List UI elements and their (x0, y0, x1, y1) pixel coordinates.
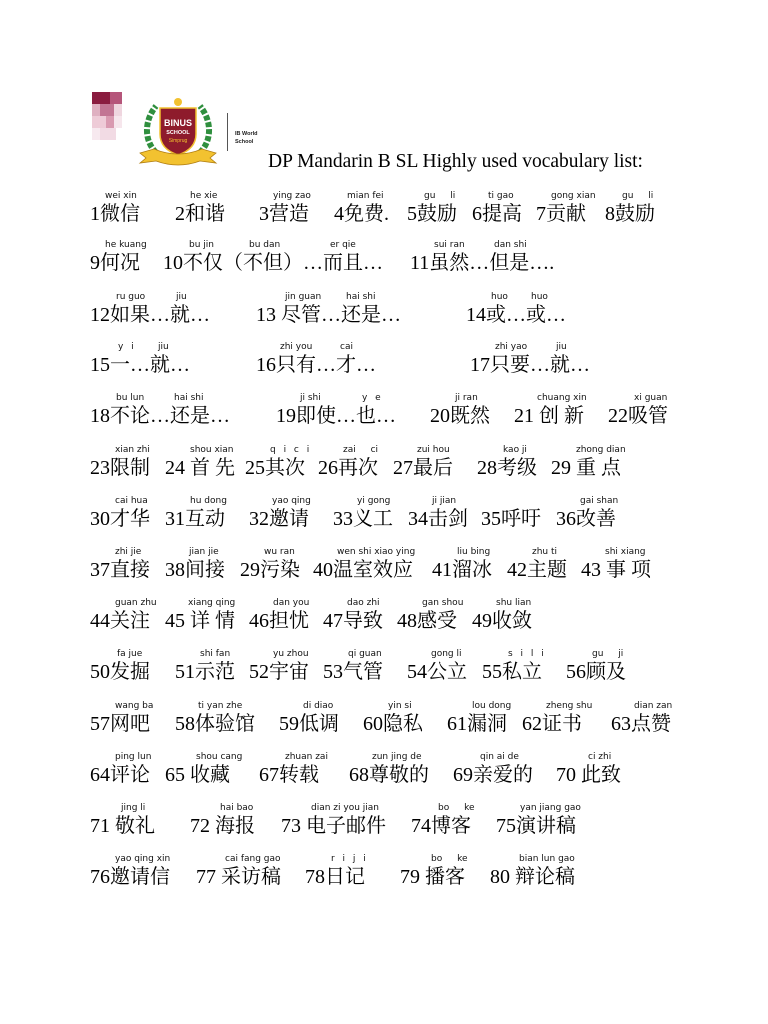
pinyin-annotation: jiu (556, 342, 567, 352)
pinyin-annotation: bo ke (431, 854, 468, 864)
vocab-item: 45 详 情 (165, 610, 235, 632)
pinyin-annotation: ci zhi (588, 752, 612, 762)
vocab-item: 44关注 (90, 610, 150, 632)
vocab-row (0, 701, 768, 737)
vocab-item: 80 辩论稿 (490, 866, 575, 888)
vocab-item: 17只要…就… (470, 354, 590, 376)
vocab-item: 47导致 (323, 610, 383, 632)
pinyin-annotation: shou cang (196, 752, 243, 762)
pinyin-annotation: xian zhi (115, 445, 150, 455)
pinyin-annotation: kao ji (503, 445, 527, 455)
pinyin-annotation: hai shi (174, 393, 204, 403)
pinyin-annotation: shi fan (200, 649, 231, 659)
pinyin-annotation: he kuang (105, 240, 147, 250)
pinyin-annotation: ji shi (300, 393, 321, 403)
vocab-item: 13 尽管…还是… (256, 304, 401, 326)
pinyin-annotation: wu ran (264, 547, 295, 557)
binus-school-logo (138, 96, 218, 168)
pinyin-annotation: zhu ti (532, 547, 558, 557)
vocab-item: 41溜冰 (432, 559, 492, 581)
vocab-item: 49收敛 (472, 610, 532, 632)
vocab-item: 63点赞 (611, 713, 671, 735)
vocab-item: 16只有…才… (256, 354, 376, 376)
pinyin-annotation: huo (491, 292, 508, 302)
pinyin-annotation: wen shi xiao ying (337, 547, 416, 557)
vocab-item: 29污染 (240, 559, 300, 581)
vocab-item: 36改善 (556, 508, 616, 530)
pinyin-annotation: wei xin (105, 191, 137, 201)
pinyin-annotation: bo ke (438, 803, 475, 813)
vocab-item: 73 电子邮件 (281, 815, 386, 837)
pinyin-annotation: gu li (424, 191, 456, 201)
vocab-row (0, 292, 768, 328)
vocab-item: 48感受 (397, 610, 457, 632)
ib-world-label: IB World (235, 131, 258, 137)
vocab-item: 27最后 (393, 457, 453, 479)
vocab-item: 65 收藏 (165, 764, 230, 786)
vocab-row (0, 496, 768, 532)
vocab-item: 76邀请信 (90, 866, 170, 888)
vocab-item: 31互动 (165, 508, 225, 530)
pinyin-annotation: zhi jie (115, 547, 142, 557)
vocab-item: 29 重 点 (551, 457, 621, 479)
vocab-item: 1微信 (90, 203, 140, 225)
pinyin-annotation: cai hua (115, 496, 148, 506)
pixel-mosaic-logo (92, 92, 124, 142)
pinyin-annotation: lou dong (472, 701, 512, 711)
pinyin-annotation: jiu (176, 292, 187, 302)
pinyin-annotation: gai shan (580, 496, 619, 506)
vocab-item: 15一…就… (90, 354, 190, 376)
vocab-item: 11虽然…但是…. (410, 252, 555, 274)
vocab-item: 7贡献 (536, 203, 586, 225)
pinyin-annotation: wang ba (115, 701, 154, 711)
pinyin-annotation: dian zan (634, 701, 673, 711)
vocab-row (0, 240, 768, 276)
vocab-item: 22吸管 (608, 405, 668, 427)
pinyin-annotation: liu bing (457, 547, 491, 557)
vocab-row (0, 342, 768, 378)
vocab-item: 75演讲稿 (496, 815, 576, 837)
pinyin-annotation: jin guan (285, 292, 322, 302)
pinyin-annotation: ti gao (488, 191, 514, 201)
vocab-item: 42主题 (507, 559, 567, 581)
header-divider (227, 113, 228, 151)
pinyin-annotation: zai ci (343, 445, 379, 455)
vocab-item: 53气管 (323, 661, 383, 683)
vocab-item: 78日记 (305, 866, 365, 888)
pinyin-annotation: xiang qing (188, 598, 236, 608)
logo-lettering: BINUS (163, 118, 193, 128)
pinyin-annotation: zui hou (417, 445, 450, 455)
pinyin-annotation: di diao (303, 701, 334, 711)
pinyin-annotation: he xie (190, 191, 218, 201)
vocab-item: 54公立 (407, 661, 467, 683)
vocab-item: 38间接 (165, 559, 225, 581)
pinyin-annotation: shu lian (496, 598, 532, 608)
vocab-item: 67转载 (259, 764, 319, 786)
vocab-item: 5鼓励 (407, 203, 457, 225)
pinyin-annotation: gan shou (422, 598, 464, 608)
vocab-item: 4免费. (334, 203, 389, 225)
pinyin-annotation: r i j i (331, 854, 366, 864)
vocab-row (0, 547, 768, 583)
vocab-item: 24 首 先 (165, 457, 235, 479)
pinyin-annotation: bu dan (249, 240, 281, 250)
pinyin-annotation: chuang xin (537, 393, 587, 403)
vocab-item: 46担忧 (249, 610, 309, 632)
pinyin-annotation: yao qing xin (115, 854, 171, 864)
pinyin-annotation: ru guo (116, 292, 146, 302)
vocab-item: 25其次 (245, 457, 305, 479)
pinyin-annotation: hai bao (220, 803, 254, 813)
pinyin-annotation: ying zao (273, 191, 311, 201)
vocab-item: 28考级 (477, 457, 537, 479)
pinyin-annotation: q i c i (270, 445, 310, 455)
pinyin-annotation: yi gong (357, 496, 391, 506)
pinyin-annotation: jiu (158, 342, 169, 352)
pinyin-annotation: ji jian (432, 496, 457, 506)
pinyin-annotation: cai fang gao (225, 854, 281, 864)
pinyin-annotation: xi guan (634, 393, 668, 403)
pinyin-annotation: s i l i (508, 649, 544, 659)
vocab-row (0, 445, 768, 481)
vocab-item: 72 海报 (190, 815, 255, 837)
vocab-item: 62证书 (522, 713, 582, 735)
pinyin-annotation: gu li (622, 191, 654, 201)
vocab-item: 77 采访稿 (196, 866, 281, 888)
vocab-row (0, 191, 768, 227)
vocab-item: 43 事 项 (581, 559, 651, 581)
vocab-item: 33义工 (333, 508, 393, 530)
pinyin-annotation: qi guan (348, 649, 382, 659)
vocab-item: 68尊敬的 (349, 764, 429, 786)
vocab-item: 74博客 (411, 815, 471, 837)
pinyin-annotation: dan you (273, 598, 310, 608)
pinyin-annotation: guan zhu (115, 598, 157, 608)
pinyin-annotation: jian jie (189, 547, 219, 557)
pinyin-annotation: dian zi you jian (311, 803, 379, 813)
vocab-row (0, 752, 768, 788)
pinyin-annotation: zhong dian (576, 445, 626, 455)
vocab-item: 55私立 (482, 661, 542, 683)
logo-lettering: SCHOOL (166, 130, 190, 136)
pinyin-annotation: bian lun gao (519, 854, 575, 864)
vocab-item: 57网吧 (90, 713, 150, 735)
pinyin-annotation: y e (362, 393, 381, 403)
vocab-item: 37直接 (90, 559, 150, 581)
ib-school-label: School (235, 139, 254, 145)
vocab-item: 51示范 (175, 661, 235, 683)
vocab-item: 52宇宙 (249, 661, 309, 683)
pinyin-annotation: ji ran (455, 393, 478, 403)
pinyin-annotation: mian fei (347, 191, 384, 201)
pinyin-annotation: jing li (121, 803, 146, 813)
pinyin-annotation: shou xian (190, 445, 234, 455)
pinyin-annotation: dan shi (494, 240, 527, 250)
pinyin-annotation: cai (340, 342, 353, 352)
vocab-item: 10不仅（不但）…而且… (163, 252, 383, 274)
vocab-item: 32邀请 (249, 508, 309, 530)
vocab-item: 9何况 (90, 252, 140, 274)
vocab-item: 20既然 (430, 405, 490, 427)
pinyin-annotation: yin si (388, 701, 412, 711)
vocab-item: 18不论…还是… (90, 405, 230, 427)
vocab-item: 61漏洞 (447, 713, 507, 735)
pinyin-annotation: yu zhou (273, 649, 309, 659)
pinyin-annotation: bu jin (189, 240, 214, 250)
vocab-item: 14或…或… (466, 304, 566, 326)
pinyin-annotation: sui ran (434, 240, 465, 250)
vocab-item: 6提高 (472, 203, 522, 225)
pinyin-annotation: fa jue (117, 649, 143, 659)
vocab-row (0, 649, 768, 685)
pinyin-annotation: dao zhi (347, 598, 380, 608)
pinyin-annotation: zhi yao (495, 342, 528, 352)
pinyin-annotation: bu lun (116, 393, 145, 403)
vocab-item: 64评论 (90, 764, 150, 786)
vocab-item: 26再次 (318, 457, 378, 479)
logo-lettering: Simprug (168, 138, 188, 144)
page-title: DP Mandarin B SL Highly used vocabulary list: (268, 151, 643, 172)
pinyin-annotation: zhuan zai (285, 752, 328, 762)
pinyin-annotation: shi xiang (605, 547, 646, 557)
vocab-row (0, 598, 768, 634)
vocab-item: 35呼吁 (481, 508, 541, 530)
vocab-item: 71 敬礼 (90, 815, 155, 837)
vocab-item: 34击剑 (408, 508, 468, 530)
pinyin-annotation: hu dong (190, 496, 227, 506)
pinyin-annotation: yan jiang gao (520, 803, 581, 813)
pinyin-annotation: hai shi (346, 292, 376, 302)
vocab-item: 58体验馆 (175, 713, 255, 735)
pinyin-annotation: er qie (330, 240, 356, 250)
vocab-item: 40温室效应 (313, 559, 413, 581)
vocab-item: 3营造 (259, 203, 309, 225)
vocab-item: 56顾及 (566, 661, 626, 683)
pinyin-annotation: y i (118, 342, 134, 352)
pinyin-annotation: ti yan zhe (198, 701, 243, 711)
vocab-item: 50发掘 (90, 661, 150, 683)
pinyin-annotation: qin ai de (480, 752, 519, 762)
vocab-item: 23限制 (90, 457, 150, 479)
vocab-item: 8鼓励 (605, 203, 655, 225)
pinyin-annotation: zheng shu (546, 701, 593, 711)
vocab-item: 59低调 (279, 713, 339, 735)
vocab-row (0, 854, 768, 890)
vocab-item: 2和谐 (175, 203, 225, 225)
pinyin-annotation: ping lun (115, 752, 152, 762)
vocab-item: 12如果…就… (90, 304, 210, 326)
pinyin-annotation: zhi you (280, 342, 313, 352)
pinyin-annotation: zun jing de (372, 752, 422, 762)
vocab-item: 60隐私 (363, 713, 423, 735)
pinyin-annotation: gong li (431, 649, 462, 659)
pinyin-annotation: gu ji (592, 649, 624, 659)
pinyin-annotation: gong xian (551, 191, 596, 201)
vocab-item: 21 创 新 (514, 405, 584, 427)
vocab-item: 19即使…也… (276, 405, 396, 427)
vocab-row (0, 393, 768, 429)
pinyin-annotation: huo (531, 292, 548, 302)
vocab-item: 69亲爱的 (453, 764, 533, 786)
vocab-item: 70 此致 (556, 764, 621, 786)
vocab-row (0, 803, 768, 839)
vocab-item: 79 播客 (400, 866, 465, 888)
vocab-item: 30才华 (90, 508, 150, 530)
pinyin-annotation: yao qing (272, 496, 311, 506)
